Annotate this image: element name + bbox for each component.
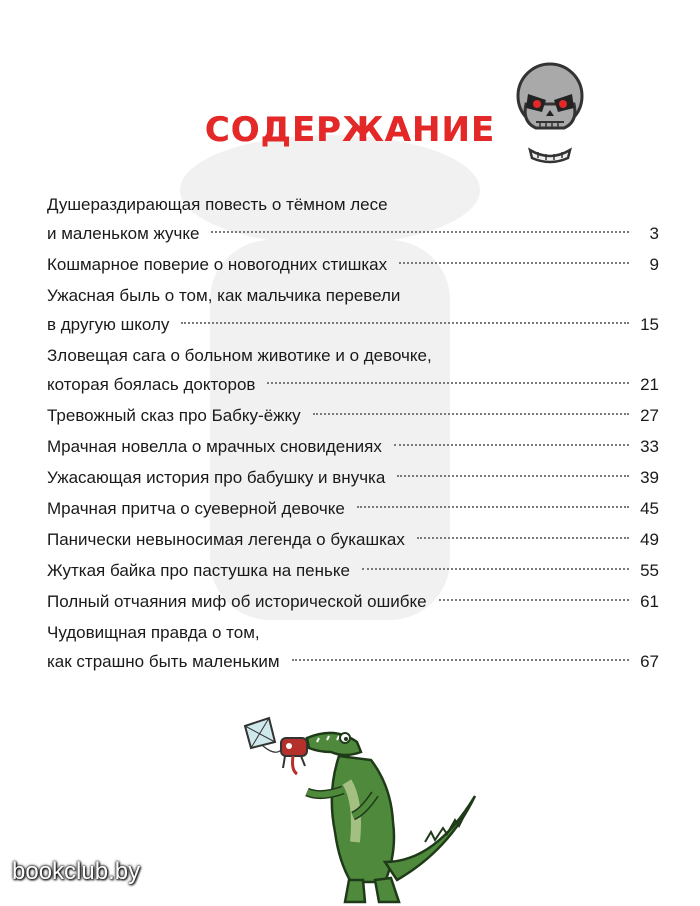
toc-entry-title: Полный отчаяния миф об исторической ошибке (47, 592, 427, 611)
toc-entry[interactable] (47, 463, 659, 492)
toc-leader-dots (267, 381, 629, 384)
toc-page-number: 27 (640, 406, 659, 425)
toc-leader-dots (394, 443, 629, 446)
crocodile-illustration (235, 712, 485, 906)
toc-page-number: 55 (640, 561, 659, 580)
toc-entry[interactable] (47, 281, 659, 339)
toc-page-number: 15 (640, 315, 659, 334)
toc-entry[interactable] (47, 525, 659, 554)
toc-page-number: 21 (640, 375, 659, 394)
toc-entry-title: Ужасающая история про бабушку и внучка (47, 468, 386, 487)
toc-entry-title: в другую школу (47, 315, 170, 334)
table-of-contents (47, 190, 659, 678)
toc-entry[interactable] (47, 587, 659, 616)
toc-entry-title-line: Ужасная быль о том, как мальчика перевели (47, 286, 401, 305)
toc-entry-title: Панически невыносимая легенда о букашках (47, 530, 405, 549)
toc-entry[interactable] (47, 250, 659, 279)
toc-entry-title: как страшно быть маленьким (47, 652, 280, 671)
toc-leader-dots (397, 474, 629, 477)
toc-entry-title-line: Душераздирающая повесть о тёмном лесе (47, 195, 388, 214)
toc-leader-dots (439, 598, 629, 601)
toc-page-number: 49 (640, 530, 659, 549)
toc-leader-dots (313, 412, 629, 415)
toc-page-number: 33 (640, 437, 659, 456)
toc-page-number: 61 (640, 592, 659, 611)
toc-page-number: 9 (649, 255, 659, 274)
toc-entry-title: Кошмарное поверие о новогодних стишках (47, 255, 388, 274)
toc-page-number: 45 (640, 499, 659, 518)
toc-leader-dots (399, 261, 629, 264)
toc-leader-dots (211, 230, 629, 233)
toc-entry-title-line: Зловещая сага о больном животике и о девочке, (47, 346, 432, 365)
kite-icon (245, 718, 281, 752)
toc-entry[interactable] (47, 618, 659, 676)
page-title: СОДЕРЖАНИЕ (204, 110, 496, 150)
toc-entry[interactable] (47, 190, 659, 248)
toc-entry[interactable] (47, 341, 659, 399)
toc-entry[interactable] (47, 432, 659, 461)
toc-page-number: 67 (640, 652, 659, 671)
toc-entry-title: Тревожный сказ про Бабку-ёжку (47, 406, 301, 425)
toc-entry-title: Мрачная новелла о мрачных сновидениях (47, 437, 382, 456)
watermark: bookclub.by (12, 858, 141, 885)
toc-entry[interactable] (47, 401, 659, 430)
toc-entry-title: и маленьком жучке (47, 224, 200, 243)
toc-leader-dots (181, 321, 629, 324)
toc-entry-title: Мрачная притча о суеверной девочке (47, 499, 345, 518)
toc-entry-title-line: Чудовищная правда о том, (47, 623, 260, 642)
toc-leader-dots (292, 658, 629, 661)
toc-page-number: 3 (649, 224, 659, 243)
toc-entry-title: Жуткая байка про пастушка на пеньке (47, 561, 350, 580)
toc-leader-dots (417, 536, 629, 539)
skull-icon (512, 60, 588, 170)
toc-entry-title: которая боялась докторов (47, 375, 256, 394)
toc-leader-dots (357, 505, 629, 508)
toc-page-number: 39 (640, 468, 659, 487)
toc-leader-dots (362, 567, 629, 570)
red-creature-icon (281, 738, 307, 774)
toc-entry[interactable] (47, 494, 659, 523)
toc-entry[interactable] (47, 556, 659, 585)
